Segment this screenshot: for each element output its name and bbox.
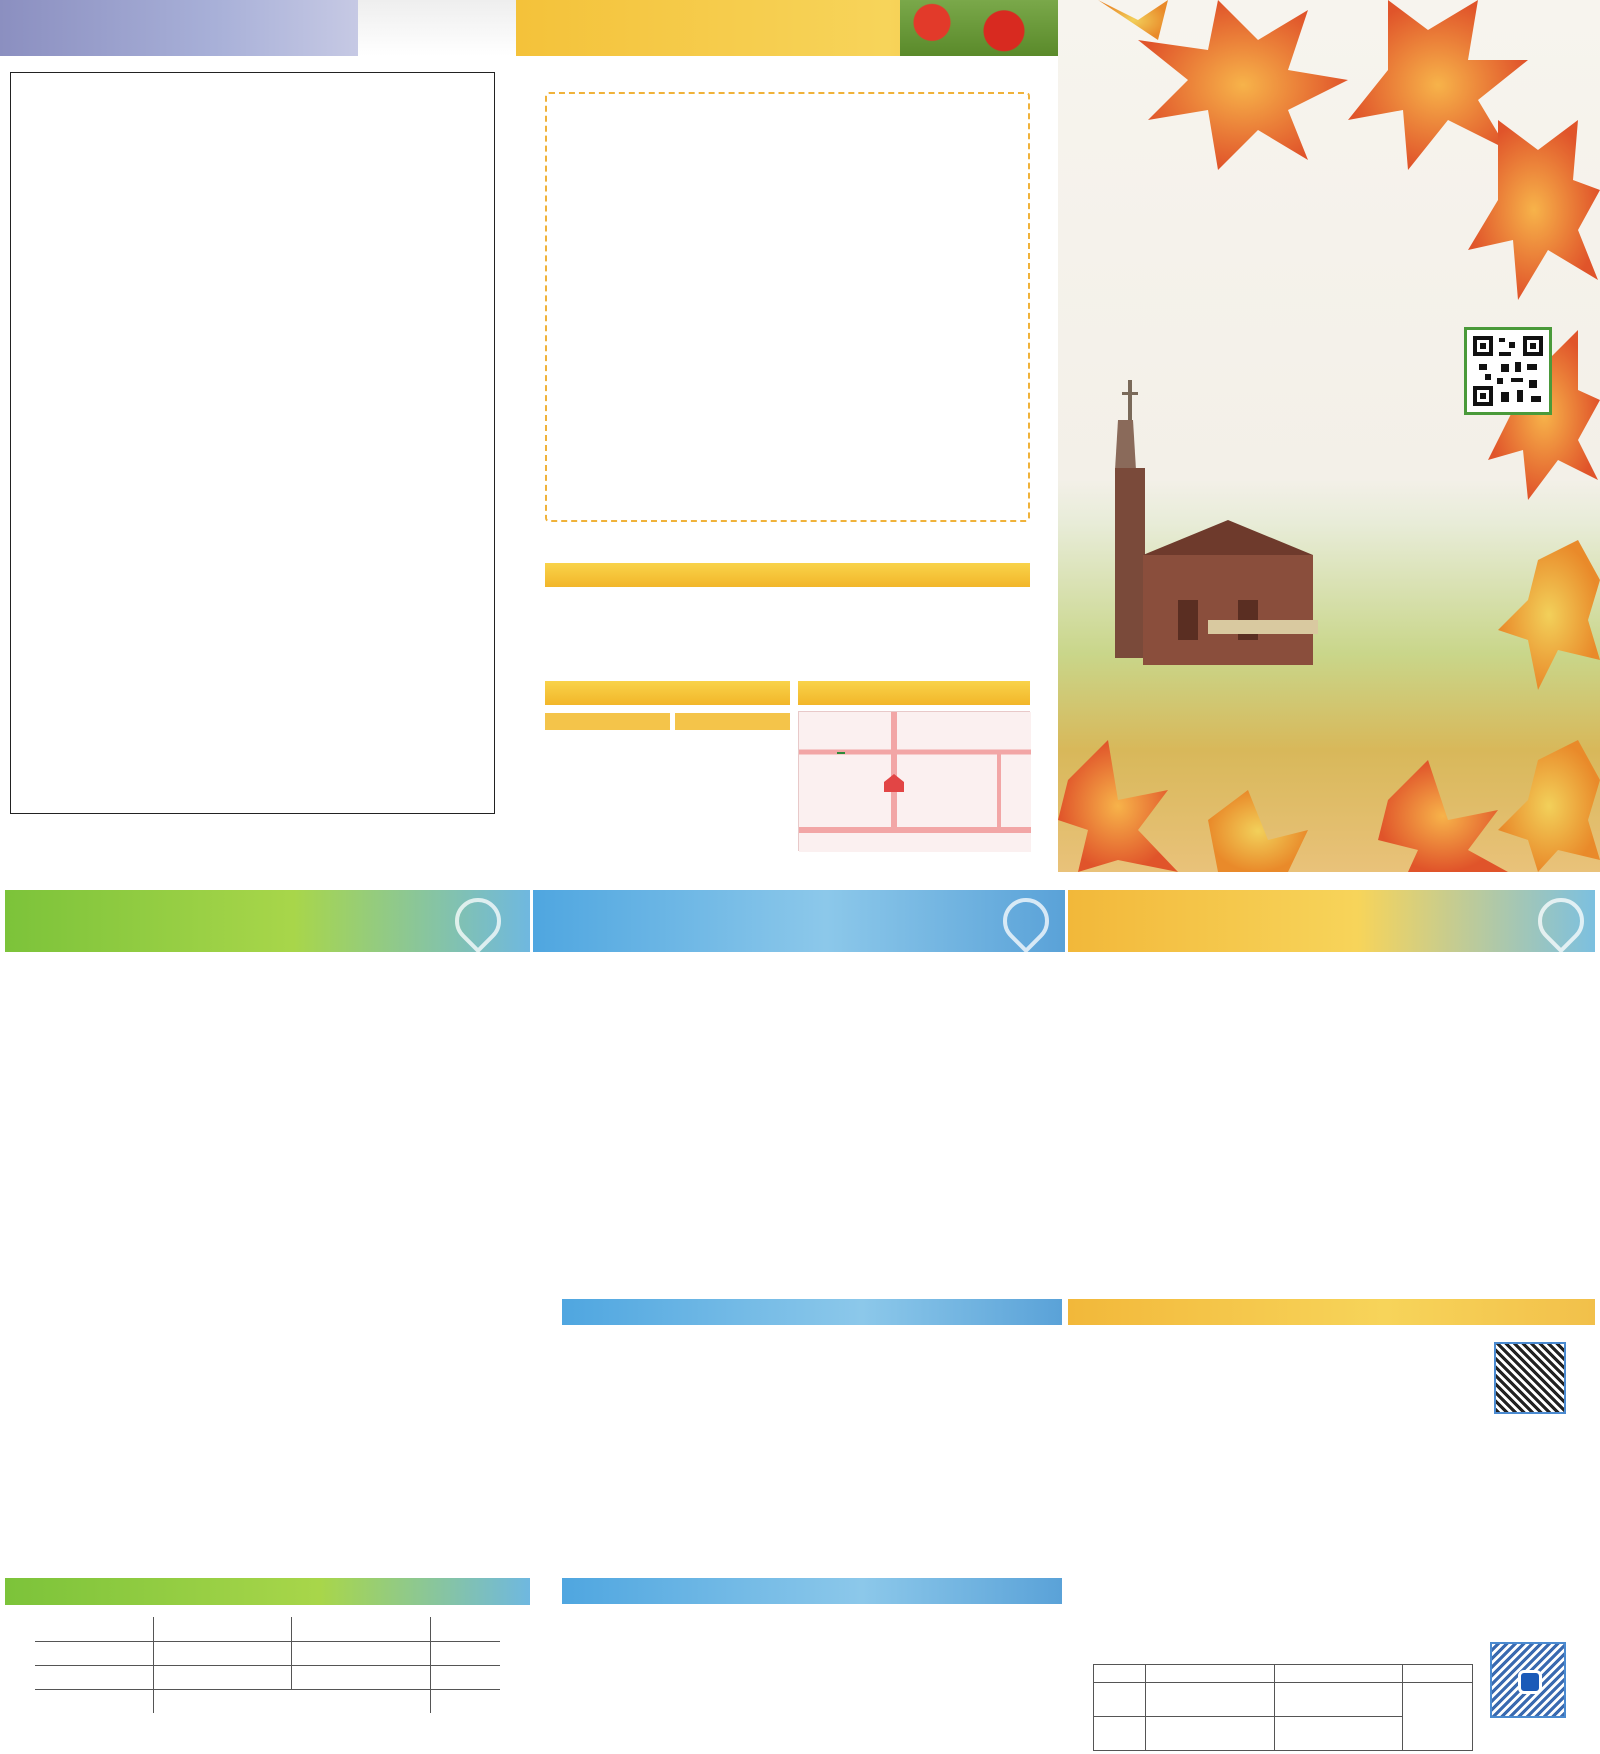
servants-row-label <box>35 1665 153 1689</box>
morning-title <box>25 900 33 931</box>
guide-corner <box>1094 1665 1146 1683</box>
guide-cell <box>1146 1683 1275 1717</box>
heart-icon <box>993 890 1058 952</box>
gospel-box <box>545 92 1030 522</box>
servants-cell <box>153 1689 431 1713</box>
org-banner <box>1068 890 1595 952</box>
servants-cell-empty <box>431 1689 500 1713</box>
afternoon-banner <box>533 890 1065 952</box>
workers-bar <box>545 563 1030 587</box>
servants-cell <box>431 1641 500 1665</box>
servants-cell <box>431 1665 500 1689</box>
directions-bar <box>798 681 1030 705</box>
heart-icon <box>445 890 510 952</box>
guide-cell <box>1274 1683 1403 1717</box>
servants-head-3 <box>431 1617 500 1641</box>
news-banner <box>1068 1299 1595 1325</box>
servants-head-2 <box>292 1617 431 1641</box>
dawn-banner <box>562 1578 1062 1604</box>
morning-banner <box>5 890 530 952</box>
servants-table <box>35 1617 500 1713</box>
logos-banner <box>0 0 358 56</box>
guide-head <box>1274 1665 1403 1683</box>
wednesday-banner <box>562 1299 1062 1325</box>
guide-cell <box>1146 1717 1275 1751</box>
worship-time-bar <box>545 681 790 705</box>
servants-row-label <box>35 1641 153 1665</box>
guide-cell <box>1274 1717 1403 1751</box>
org-title <box>1088 900 1096 931</box>
insta-qr <box>1490 1642 1566 1718</box>
servants-cell <box>153 1641 292 1665</box>
church-building <box>1058 0 1600 872</box>
cover <box>1058 0 1600 872</box>
guide-week <box>1094 1717 1146 1751</box>
school-bar <box>675 713 790 730</box>
heart-icon <box>1528 890 1593 952</box>
servants-cell <box>153 1665 292 1689</box>
logos-divider <box>358 0 516 56</box>
adult-bar <box>545 713 670 730</box>
map-roads <box>799 712 1031 852</box>
instagram-icon <box>1518 1670 1542 1694</box>
servants-cell <box>292 1641 431 1665</box>
servants-row-label <box>35 1689 153 1713</box>
guide-head <box>1146 1665 1275 1683</box>
youtube-qr <box>1494 1342 1566 1414</box>
map-church <box>837 752 845 754</box>
afternoon-title <box>553 900 561 931</box>
guide-cell <box>1403 1683 1473 1751</box>
servants-cell <box>292 1665 431 1689</box>
servants-head-1 <box>153 1617 292 1641</box>
sermon-box <box>10 72 495 814</box>
servants-corner <box>35 1617 153 1641</box>
guide-table <box>1093 1664 1473 1751</box>
guide-head <box>1403 1665 1473 1683</box>
guide-week <box>1094 1683 1146 1717</box>
map <box>798 711 1030 851</box>
servants-banner <box>5 1578 530 1605</box>
tulip-photo <box>900 0 1060 56</box>
